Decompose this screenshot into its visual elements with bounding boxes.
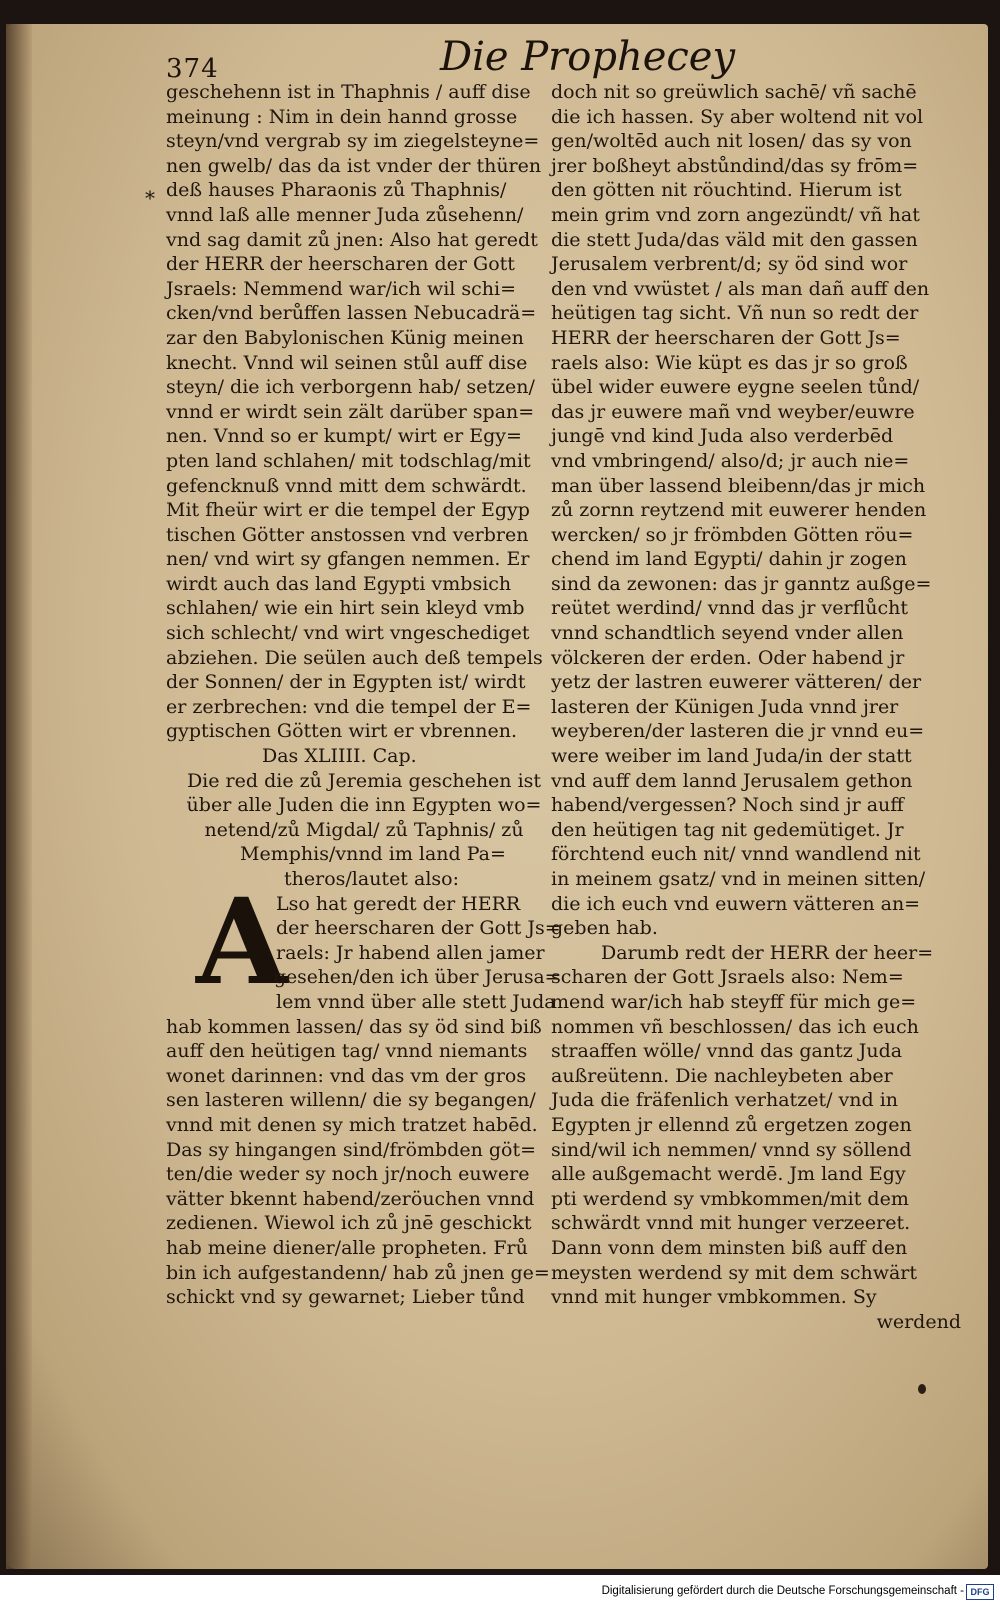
catchword: werdend (876, 1310, 961, 1333)
text-line: geben hab. (551, 917, 658, 940)
text-line: nen gwelb/ das da ist vnder der thüren (166, 154, 542, 177)
text-line: Mit fheür wirt er die tempel der Egyp (166, 499, 530, 522)
text-line: netend/zů Migdal/ zů Taphnis/ zů (204, 818, 524, 841)
text-line: er zerbrechen: vnd die tempel der E= (166, 695, 532, 718)
text-line: sen lasteren willenn/ die sy begangen/ (166, 1089, 536, 1112)
text-line: straaffen wölle/ vnnd das gantz Juda (551, 1040, 903, 1063)
text-line: hab meine diener/alle propheten. Frů (166, 1236, 528, 1259)
text-line: lem vnnd über alle stett Juda (276, 990, 556, 1013)
text-line: die stett Juda/das väld mit den gassen (551, 228, 918, 251)
text-line: doch nit so greüwlich sachē/ vñ sachē (551, 81, 917, 103)
text-line: zedienen. Wiewol ich zů jnē geschickt (166, 1212, 532, 1235)
footer-bar (0, 1577, 1000, 1607)
text-line: wonet darinnen: vnd das vm der gros (166, 1064, 527, 1087)
right-text-block (551, 80, 967, 941)
ink-spot (918, 1384, 926, 1394)
text-line: schlahen/ wie ein hirt sein kleyd vmb (166, 597, 525, 620)
text-line: raels: Jr habend allen jamer (276, 941, 545, 964)
text-line: habend/vergessen? Noch sind jr auff (551, 794, 904, 817)
text-line: alle außgemacht werdē. Jm land Egy (551, 1163, 906, 1186)
text-line: Lso hat geredt der HERR (276, 892, 521, 915)
text-line: den götten nit röuchtind. Hierum ist (551, 179, 902, 202)
left-text-block (166, 80, 562, 744)
text-line: pten land schlahen/ mit todschlag/mit (166, 449, 531, 472)
text-line: geschehenn ist in Thaphnis / auff dise (166, 81, 531, 103)
text-line: Dann vonn dem minsten biß auff den (551, 1236, 908, 1259)
text-line: steyn/vnd vergrab sy im ziegelsteyne= (166, 130, 540, 153)
text-line: raels also: Wie küpt es das jr so groß (551, 351, 908, 374)
text-line: nen/ vnd wirt sy gfangen nemmen. Er (166, 548, 530, 571)
text-line: auff den heütigen tag/ vnnd niemants (166, 1040, 528, 1063)
text-line: pti werdend sy vmbkommen/mit dem (551, 1187, 909, 1210)
text-line: steyn/ die ich verborgenn hab/ setzen/ (166, 376, 535, 399)
text-line: jungē vnd kind Juda also verderbēd (551, 425, 894, 448)
text-line: mend war/ich hab steyff für mich ge= (551, 990, 917, 1013)
text-line: sind da zewonen: das jr ganntz außge= (551, 572, 932, 595)
text-line: Jsraels: Nemmend war/ich wil schi= (166, 277, 517, 300)
text-line: der Sonnen/ der in Egypten ist/ wirdt (166, 671, 526, 694)
text-line: Memphis/vnnd im land Pa= (240, 843, 506, 866)
text-line: gen/woltēd auch nit losen/ das sy von (551, 130, 912, 153)
text-line: nen. Vnnd so er kumpt/ wirt er Egy= (166, 425, 522, 448)
text-line: scharen der Gott Jsraels also: Nem= (551, 966, 904, 989)
text-line: heütigen tag sicht. Vñ nun so redt der (551, 302, 919, 325)
text-line: theros/lautet also: (284, 868, 459, 890)
text-line: vnd vmbringend/ also/d; jr auch nie= (551, 449, 910, 472)
running-title: Die Prophecey (440, 34, 736, 80)
text-line: vnd sag damit zů jnen: Also hat geredt (166, 228, 538, 251)
text-line: meysten werdend sy mit dem schwärt (551, 1261, 918, 1284)
margin-mark: * (145, 186, 155, 210)
text-line: hab kommen lassen/ das sy öd sind biß (166, 1015, 542, 1038)
text-line: weyberen/der lasteren die jr vnnd eu= (551, 720, 925, 743)
text-line: den heütigen tag nit gedemütiget. Jr (551, 818, 904, 841)
chapter-heading: Das XLIIII. Cap. (262, 745, 417, 768)
text-line: über alle Juden die inn Egypten wo= (186, 794, 542, 817)
text-line: vnd auff dem lannd Jerusalem gethon (551, 769, 913, 792)
drop-cap: A (196, 871, 288, 1011)
text-line: vätter bkennt habend/zeröuchen vnnd (166, 1187, 535, 1210)
text-line: vnnd laß alle menner Juda zůsehenn/ (166, 203, 524, 226)
text-line: in meinem gsatz/ vnd in meinen sitten/ (551, 868, 926, 890)
text-line: die ich hassen. Sy aber woltend nit vol (551, 105, 924, 128)
text-line: man über lassend bleibenn/das jr mich (551, 474, 926, 497)
text-line: bin ich aufgestandenn/ hab zů jnen ge= (166, 1261, 550, 1284)
text-line: Egypten jr ellennd zů ergetzen zogen (551, 1113, 912, 1136)
text-line: Darumb redt der HERR der heer= (601, 941, 934, 964)
left-text-block-bottom (166, 1015, 562, 1310)
text-line: cken/vnd berůffen lassen Nebucadrä= (166, 302, 537, 325)
text-line: zar den Babylonischen Künig meinen (166, 326, 524, 349)
text-line: sich schlecht/ vnd wirt vngeschediget (166, 622, 530, 645)
text-line: nommen vñ beschlossen/ das ich euch (551, 1015, 919, 1038)
text-line: die ich euch vnd euwern vätteren an= (551, 892, 921, 915)
text-line: schwärdt vnnd mit hunger verzeeret. (551, 1212, 911, 1235)
left-column (166, 80, 562, 1310)
funding-credit: Digitalisierung gefördert durch die Deutsche Forschungsgemeinschaft - (601, 1585, 964, 1597)
text-line: zů zornn reytzend mit euwerer henden (551, 499, 927, 522)
text-line: der HERR der heerscharen der Gott (166, 253, 515, 276)
text-line: völckeren der erden. Oder habend jr (551, 646, 905, 669)
text-line: gesehen/den ich über Jerusa= (274, 966, 561, 989)
right-text-block-bottom (551, 941, 967, 1310)
text-line: tischen Götter anstossen vnd verbren (166, 523, 529, 546)
text-line: chend im land Egypti/ dahin jr zogen (551, 548, 907, 571)
text-line: reütet werdind/ vnnd das jr verflůcht (551, 597, 908, 620)
text-line: das jr euwere mañ vnd weyber/euwre (551, 400, 915, 423)
text-line: Die red die zů Jeremia geschehen ist (186, 769, 542, 792)
right-column (551, 80, 967, 1334)
text-line: meinung : Nim in dein hannd grosse (166, 105, 518, 128)
text-line: abziehen. Die seülen auch deß tempels (166, 646, 543, 669)
text-line: vnnd mit denen sy mich tratzet habēd. (166, 1113, 538, 1136)
text-line: jrer boßheyt abstůndind/das sy frōm= (551, 154, 919, 177)
page-number: 374 (166, 54, 219, 84)
text-line: Das sy hingangen sind/frömbden göt= (166, 1138, 537, 1161)
text-line: Jerusalem verbrent/d; sy öd sind wor (551, 253, 908, 276)
text-line: knecht. Vnnd wil seinen stůl auff dise (166, 351, 528, 374)
text-line: HERR der heerscharen der Gott Js= (551, 326, 901, 349)
text-line: wercken/ so jr frömbden Götten röu= (551, 523, 914, 546)
text-line: sind/wil ich nemmen/ vnnd sy söllend (551, 1138, 912, 1161)
text-line: vnnd er wirdt sein zält darüber span= (166, 400, 535, 423)
page-gutter (6, 24, 32, 1569)
text-line: förchtend euch nit/ vnnd wandlend nit (551, 843, 921, 866)
text-line: mein grim vnd zorn angezündt/ vñ hat (551, 203, 920, 226)
text-line: yetz der lastren euwerer vätteren/ der (551, 671, 922, 694)
text-line: außreütenn. Die nachleybeten aber (551, 1064, 893, 1087)
text-line: übel wider euwere eygne seelen tůnd/ (551, 376, 920, 399)
text-line: gyptischen Götten wirt er vbrennen. (166, 720, 518, 743)
text-line: ten/die weder sy noch jr/noch euwere (166, 1163, 530, 1186)
text-line: wirdt auch das land Egypti vmbsich (166, 572, 512, 595)
text-line: deß hauses Pharaonis zů Thaphnis/ (166, 179, 507, 202)
text-line: vnnd mit hunger vmbkommen. Sy (551, 1286, 877, 1309)
text-line: den vnd vwüstet / als man dañ auff den (551, 277, 930, 300)
text-line: vnnd schandtlich seyend vnder allen (551, 622, 904, 645)
text-line: der heerscharen der Gott Js= (276, 917, 561, 940)
text-line: gefencknuß vnnd mitt dem schwärdt. (166, 474, 527, 497)
text-line: lasteren der Künigen Juda vnnd jrer (551, 695, 899, 718)
text-line: Juda die fräfenlich verhatzet/ vnd in (551, 1089, 899, 1112)
text-line: were weiber im land Juda/in der statt (551, 745, 912, 768)
text-line: schickt vnd sy gewarnet; Lieber tůnd (166, 1286, 525, 1309)
dfg-logo: DFG (966, 1584, 994, 1600)
